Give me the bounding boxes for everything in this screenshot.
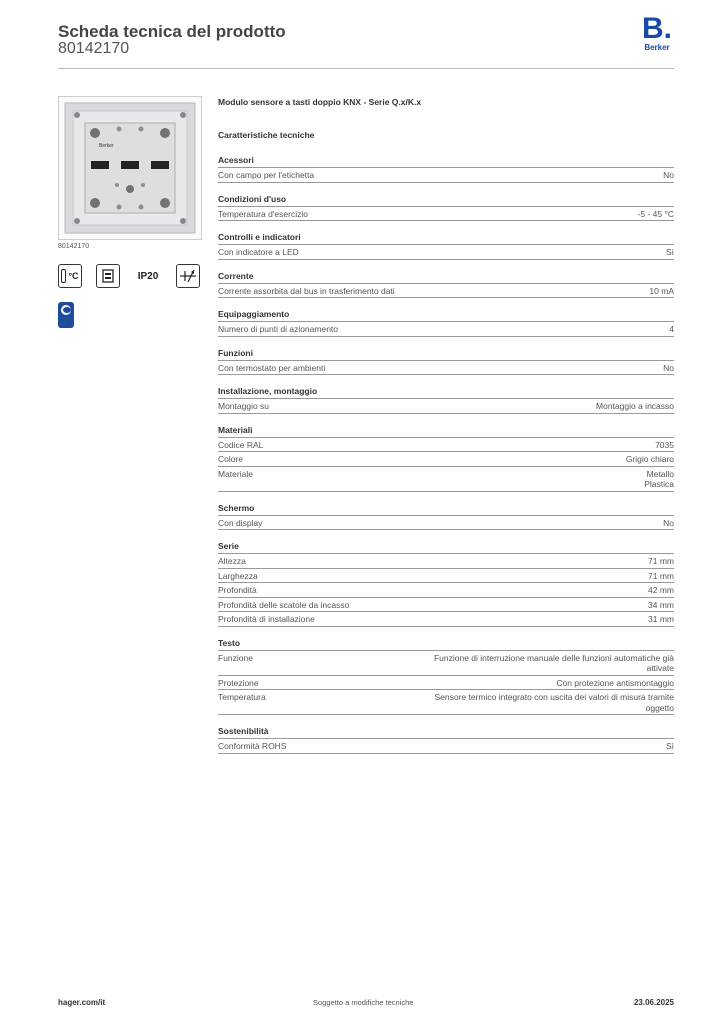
- spec-section: [218, 726, 674, 754]
- spec-section: [218, 386, 674, 414]
- spec-section-title: Controlli e indicatori: [218, 232, 674, 245]
- spec-section: [218, 425, 674, 492]
- spec-value: 71 mm: [648, 556, 674, 566]
- image-caption: 80142170: [58, 243, 90, 250]
- spec-value: No: [663, 517, 674, 528]
- logo-text: Berker: [644, 43, 670, 52]
- spec-value: 34 mm: [648, 599, 674, 610]
- spec-section-title: Funzioni: [218, 348, 674, 361]
- spec-section: [218, 271, 674, 299]
- spec-row: [218, 690, 674, 715]
- spec-label: Con termostato per ambienti: [218, 362, 326, 373]
- spec-section: [218, 155, 674, 183]
- temperature-icon: [58, 264, 82, 288]
- spec-value: Con protezione antismontaggio: [556, 677, 674, 688]
- spec-section-title: Schermo: [218, 503, 674, 516]
- spec-label: Protezione: [218, 677, 259, 688]
- spec-value: Montaggio a incasso: [596, 401, 674, 411]
- spec-row: [218, 467, 674, 492]
- spec-value: Sì: [665, 741, 674, 751]
- spec-section-title: Condizioni d'uso: [218, 194, 674, 207]
- spec-label: Temperatura: [218, 692, 266, 702]
- spec-row: [218, 516, 674, 531]
- spec-row: [218, 168, 674, 183]
- spec-label: Con indicatore a LED: [218, 247, 299, 257]
- spec-section: [218, 232, 674, 260]
- knx-logo-icon: [58, 302, 74, 328]
- spec-row: [218, 284, 674, 299]
- spec-value: Metallo Plastica: [644, 468, 674, 489]
- spec-label: Colore: [218, 454, 244, 464]
- spec-row: [218, 583, 674, 598]
- dimmer-icon: [176, 264, 200, 288]
- spec-row: [218, 739, 674, 754]
- spec-label: Profondità: [218, 585, 257, 595]
- spec-value: Grigio chiaro: [625, 454, 674, 464]
- spec-label: Temperatura d'esercizio: [218, 208, 308, 219]
- spec-value: Sensore termico integrato con uscita dei valori di misura tramite oggetto: [434, 692, 674, 713]
- spec-section: [218, 194, 674, 222]
- spec-row: [218, 598, 674, 613]
- spec-section-title: Sostenibilità: [218, 726, 674, 739]
- device-label: Berker: [99, 143, 114, 149]
- spec-label: Materiale: [218, 468, 253, 479]
- header-divider: [58, 68, 674, 69]
- spec-section-title: Equipaggiamento: [218, 309, 674, 322]
- footer-date: 23.06.2025: [633, 998, 674, 1007]
- spec-section-title: Installazione, montaggio: [218, 386, 674, 399]
- product-title: Modulo sensore a tasti doppio KNX - Serie Q.x/K.x: [218, 97, 422, 107]
- spec-row: [218, 207, 674, 222]
- spec-row: [218, 452, 674, 467]
- temperature-unit: °C: [68, 271, 79, 281]
- spec-value: 4: [669, 324, 674, 334]
- spec-value: 71 mm: [648, 570, 674, 581]
- spec-row: [218, 438, 674, 453]
- spec-row: [218, 245, 674, 260]
- spec-row: [218, 651, 674, 676]
- spec-value: 7035: [655, 439, 674, 450]
- spec-row: [218, 612, 674, 627]
- spec-section: [218, 348, 674, 376]
- spec-row: [218, 399, 674, 414]
- spec-section-title: Materiali: [218, 425, 674, 438]
- spec-caption: Caratteristiche tecniche: [218, 130, 315, 140]
- spec-section: [218, 503, 674, 531]
- spec-label: Con display: [218, 517, 263, 528]
- spec-label: Montaggio su: [218, 401, 270, 411]
- spec-section-title: Testo: [218, 638, 674, 651]
- spec-label: Con campo per l'etichetta: [218, 170, 315, 180]
- spec-label: Corrente assorbita dal bus in trasferimento dati: [218, 285, 395, 296]
- spec-label: Conformità ROHS: [218, 741, 287, 751]
- spec-label: Numero di punti di azionamento: [218, 324, 339, 334]
- spec-label: Larghezza: [218, 570, 258, 581]
- spec-section-title: Acessori: [218, 155, 674, 168]
- spec-row: [218, 569, 674, 584]
- spec-value: 42 mm: [648, 585, 674, 595]
- spec-label: Codice RAL: [218, 439, 264, 450]
- product-image: [58, 96, 202, 240]
- spec-label: Profondità di installazione: [218, 614, 315, 624]
- spec-row: [218, 322, 674, 337]
- spec-row: [218, 361, 674, 376]
- spec-section-title: Serie: [218, 541, 674, 554]
- spec-label: Profondità delle scatole da incasso: [218, 599, 350, 610]
- spec-value: No: [663, 362, 674, 373]
- spec-table: [218, 155, 674, 765]
- spec-section: [218, 541, 674, 627]
- product-code: 80142170: [58, 40, 130, 57]
- footer-notice: Soggetto a modifiche tecniche: [313, 998, 414, 1007]
- spec-value: Funzione di interruzione manuale delle funzioni automatiche già attivate: [433, 652, 674, 673]
- spec-section: [218, 638, 674, 716]
- logo-mark: B.: [642, 12, 672, 45]
- spec-value: -5 - 45 °C: [637, 208, 674, 219]
- spec-section: [218, 309, 674, 337]
- spec-value: Sì: [665, 247, 674, 257]
- spec-row: [218, 554, 674, 569]
- ip-rating-icon: IP20: [137, 270, 159, 282]
- berker-logo: [640, 12, 674, 52]
- spec-value: No: [663, 170, 674, 180]
- feature-icons: [58, 264, 200, 288]
- sensor-module-icon: [96, 264, 120, 288]
- spec-label: Altezza: [218, 556, 246, 566]
- spec-value: 10 mA: [649, 285, 674, 296]
- page-title: Scheda tecnica del prodotto: [58, 22, 286, 41]
- spec-row: [218, 676, 674, 691]
- footer-website: hager.com/it: [58, 998, 106, 1007]
- spec-label: Funzione: [218, 652, 253, 663]
- spec-section-title: Corrente: [218, 271, 674, 284]
- spec-value: 31 mm: [648, 614, 674, 624]
- sensor-module-picture: [59, 97, 201, 239]
